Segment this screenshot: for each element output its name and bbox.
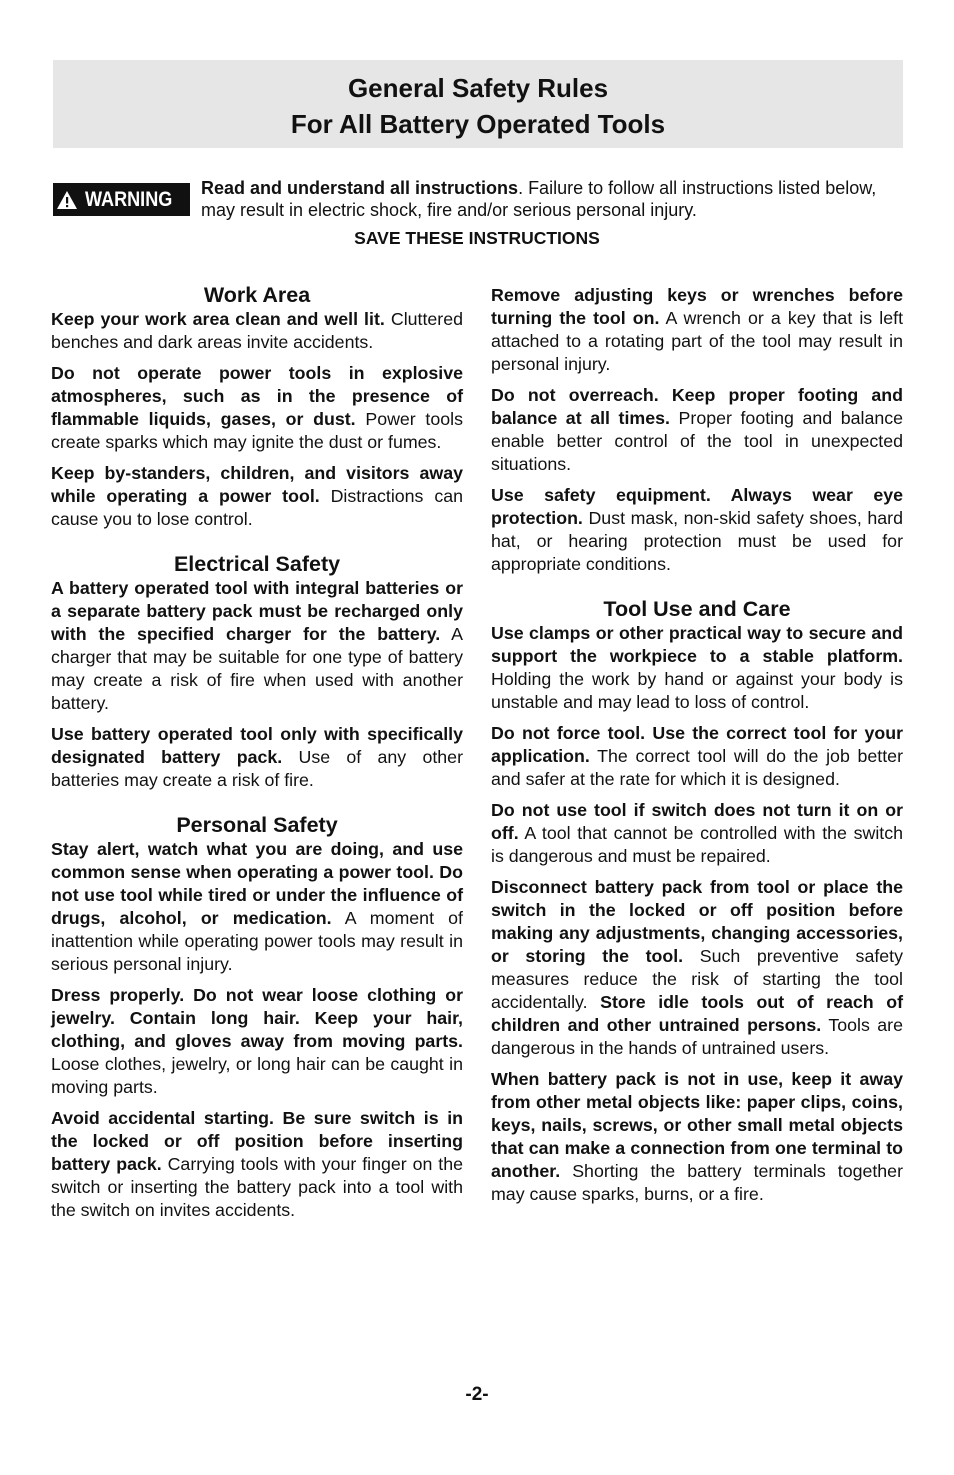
paragraph-text: A wrench or a key that is left attached to a rotating part of the tool may result in personal injury. <box>491 308 904 374</box>
paragraph-text: Dust mask, non-skid safety shoes, hard hat, or hearing protection must be used for appropriate conditions. <box>491 508 903 574</box>
paragraph-bold: Do not overreach. Keep proper footing and balance at all times. <box>491 385 903 428</box>
paragraph <box>51 723 463 792</box>
paragraph-text: A moment of inattention while operating power tools may result in serious personal injury. <box>51 908 463 974</box>
paragraph-bold: Use safety equipment. Always wear eye protection. <box>491 485 903 528</box>
paragraph <box>491 1068 903 1206</box>
warning-label: WARNING <box>85 187 173 211</box>
warning-intro-bold: Read and understand all instructions <box>201 178 519 198</box>
paragraph <box>51 308 463 354</box>
right-column <box>491 284 903 1214</box>
warning-triangle-icon <box>56 190 78 210</box>
paragraph <box>491 622 903 714</box>
paragraph <box>51 462 463 531</box>
paragraph-text: Power tools create sparks which may ignite the dust or fumes. <box>51 409 463 452</box>
paragraph-bold: Keep your work area clean and well lit. <box>51 309 385 329</box>
paragraph-text: Such preventive safety measures reduce the risk of starting the tool accidentally. <box>491 946 903 1012</box>
paragraph-text: Loose clothes, jewelry, or long hair can be caught in moving parts. <box>51 1054 463 1097</box>
paragraph-text: A tool that cannot be controlled with the switch is dangerous and must be repaired. <box>491 823 903 866</box>
section-heading-electrical-safety: Electrical Safety <box>173 552 341 576</box>
paragraph-bold: Do not force tool. Use the correct tool for your application. <box>491 723 903 766</box>
warning-badge <box>53 183 190 216</box>
paragraph <box>491 799 903 868</box>
paragraph-bold: Store idle tools out of reach of children and other untrained persons. <box>491 992 903 1035</box>
paragraph-bold: Dress properly. Do not wear loose clothing or jewelry. Contain long hair. Keep your hair, clothing, and gloves away from moving parts. <box>51 985 463 1051</box>
save-instructions: SAVE THESE INSTRUCTIONS <box>354 228 600 248</box>
paragraph <box>491 876 903 1060</box>
paragraph-bold: Do not use tool if switch does not turn it on or off. <box>491 800 903 843</box>
paragraph <box>491 722 903 791</box>
paragraph-text: Holding the work by hand or against your body is unstable and may lead to loss of control. <box>491 669 903 712</box>
paragraph <box>51 838 463 976</box>
paragraph-text: A charger that may be suitable for one type of battery may create a risk of fire when used with another battery. <box>51 624 463 713</box>
paragraph-bold: Stay alert, watch what you are doing, and use common sense when operating a power tool. Do not use tool while tired or under the influence of drugs, alcohol, or medication. <box>51 839 463 928</box>
page-number: -2- <box>465 1384 489 1405</box>
warning-intro-text: . Failure to follow all instructions listed below, may result in electric shock, fire and/or serious personal injury. <box>201 178 877 220</box>
paragraph-bold: Keep by-standers, children, and visitors away while operating a power tool. <box>51 463 463 506</box>
title-banner <box>53 60 903 148</box>
section-heading-personal-safety: Personal Safety <box>176 813 338 837</box>
left-column <box>51 282 463 1230</box>
paragraph <box>51 362 463 454</box>
section-heading-tool-use-and-care: Tool Use and Care <box>603 597 791 621</box>
paragraph <box>51 577 463 715</box>
paragraph <box>51 984 463 1099</box>
paragraph-bold: Remove adjusting keys or wrenches before turning the tool on. <box>491 285 903 328</box>
paragraph-text: Use of any other batteries may create a risk of fire. <box>51 747 463 790</box>
paragraph-bold: Avoid accidental starting. Be sure switch is in the locked or off position before inserting battery pack. <box>51 1108 463 1174</box>
page-title-line1: General Safety Rules <box>347 73 609 103</box>
paragraph <box>51 1107 463 1222</box>
section-heading-work-area: Work Area <box>203 283 311 307</box>
paragraph-bold: A battery operated tool with integral batteries or a separate battery pack must be recharged only with the specified charger for the battery. <box>51 578 463 644</box>
paragraph-text: Cluttered benches and dark areas invite accidents. <box>51 309 464 352</box>
paragraph-bold: Disconnect battery pack from tool or place the switch in the locked or off position before making any adjustments, changing accessories, or storing the tool. <box>491 877 903 966</box>
paragraph-text: Shorting the battery terminals together may cause sparks, burns, or a fire. <box>491 1161 903 1204</box>
paragraph <box>491 484 903 576</box>
paragraph <box>491 384 903 476</box>
paragraph-bold: Do not operate power tools in explosive atmospheres, such as in the presence of flammable liquids, gases, or dust. <box>51 363 463 429</box>
paragraph-bold: Use battery operated tool only with specifically designated battery pack. <box>51 724 463 767</box>
paragraph-text: The correct tool will do the job better and safer at the rate for which it is designed. <box>491 746 903 789</box>
paragraph-text: Proper footing and balance enable better control of the tool in unexpected situations. <box>491 408 903 474</box>
paragraph-text: Tools are dangerous in the hands of untrained users. <box>491 1015 903 1058</box>
paragraph-text: Distractions can cause you to lose control. <box>51 486 463 529</box>
warning-intro <box>201 177 903 221</box>
paragraph-bold: When battery pack is not in use, keep it away from other metal objects like: paper clips, coins, keys, nails, screws, or other small metal objects that can make a connection from one terminal to another. <box>491 1069 903 1181</box>
paragraph <box>491 284 903 376</box>
paragraph-text: Carrying tools with your finger on the switch or inserting the battery pack into a tool with the switch on invites accidents. <box>51 1154 463 1220</box>
paragraph-bold: Use clamps or other practical way to secure and support the workpiece to a stable platform. <box>491 623 903 666</box>
page-title-line2: For All Battery Operated Tools <box>290 109 666 139</box>
